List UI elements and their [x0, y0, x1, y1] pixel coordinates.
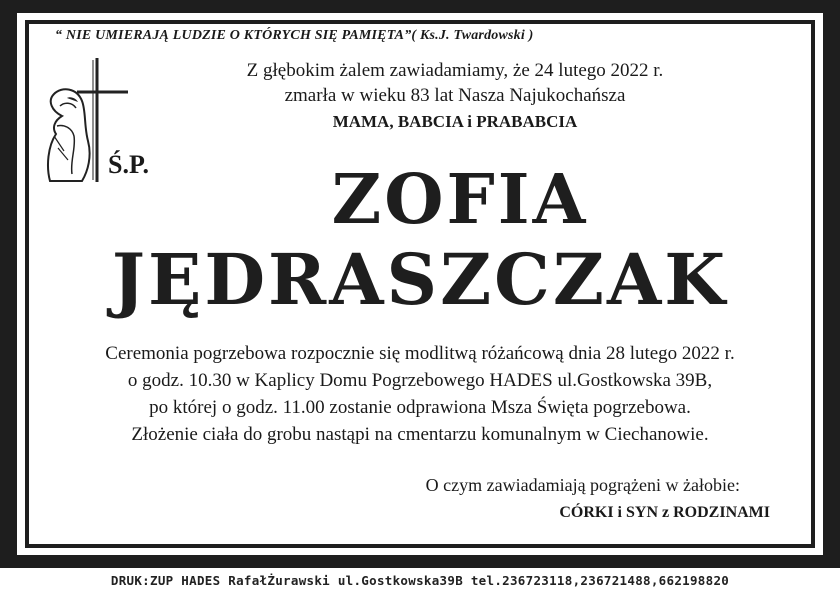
sp-label: Ś.P. [108, 150, 149, 179]
memorial-quote: “ NIE UMIERAJĄ LUDZIE O KTÓRYCH SIĘ PAMIĘTA”( Ks.J. Twardowski ) [55, 28, 534, 43]
signers: CÓRKI i SYN z RODZINAMI [559, 504, 770, 521]
ceremony-line-1: Ceremonia pogrzebowa rozpocznie się modlitwą różańcową dnia 28 lutego 2022 r. [105, 343, 735, 364]
announcement-line-2: zmarła w wieku 83 lat Nasza Najukochańsza [284, 85, 626, 106]
closing-text: O czym zawiadamiają pogrążeni w żałobie: [425, 475, 740, 495]
ceremony-line-2: o godz. 10.30 w Kaplicy Domu Pogrzebowego HADES ul.Gostkowska 39B, [127, 370, 713, 391]
ceremony-line-3: po której o godz. 11.00 zostanie odprawiona Msza Święta pogrzebowa. [149, 397, 691, 418]
announcement-line-1: Z głębokim żalem zawiadamiamy, że 24 lutego 2022 r. [246, 60, 664, 81]
printer-footer: DRUK:ZUP HADES RafałŻurawski ul.Gostkowska39B tel.236723118,236721488,662198820 [110, 573, 730, 588]
deceased-last-name: JĘDRASZCZAK [111, 238, 729, 321]
ceremony-line-4: Złożenie ciała do grobu nastąpi na cmentarzu komunalnym w Ciechanowie. [131, 424, 709, 445]
deceased-first-name: ZOFIA [331, 160, 589, 240]
family-roles: MAMA, BABCIA i PRABABCIA [332, 112, 578, 131]
